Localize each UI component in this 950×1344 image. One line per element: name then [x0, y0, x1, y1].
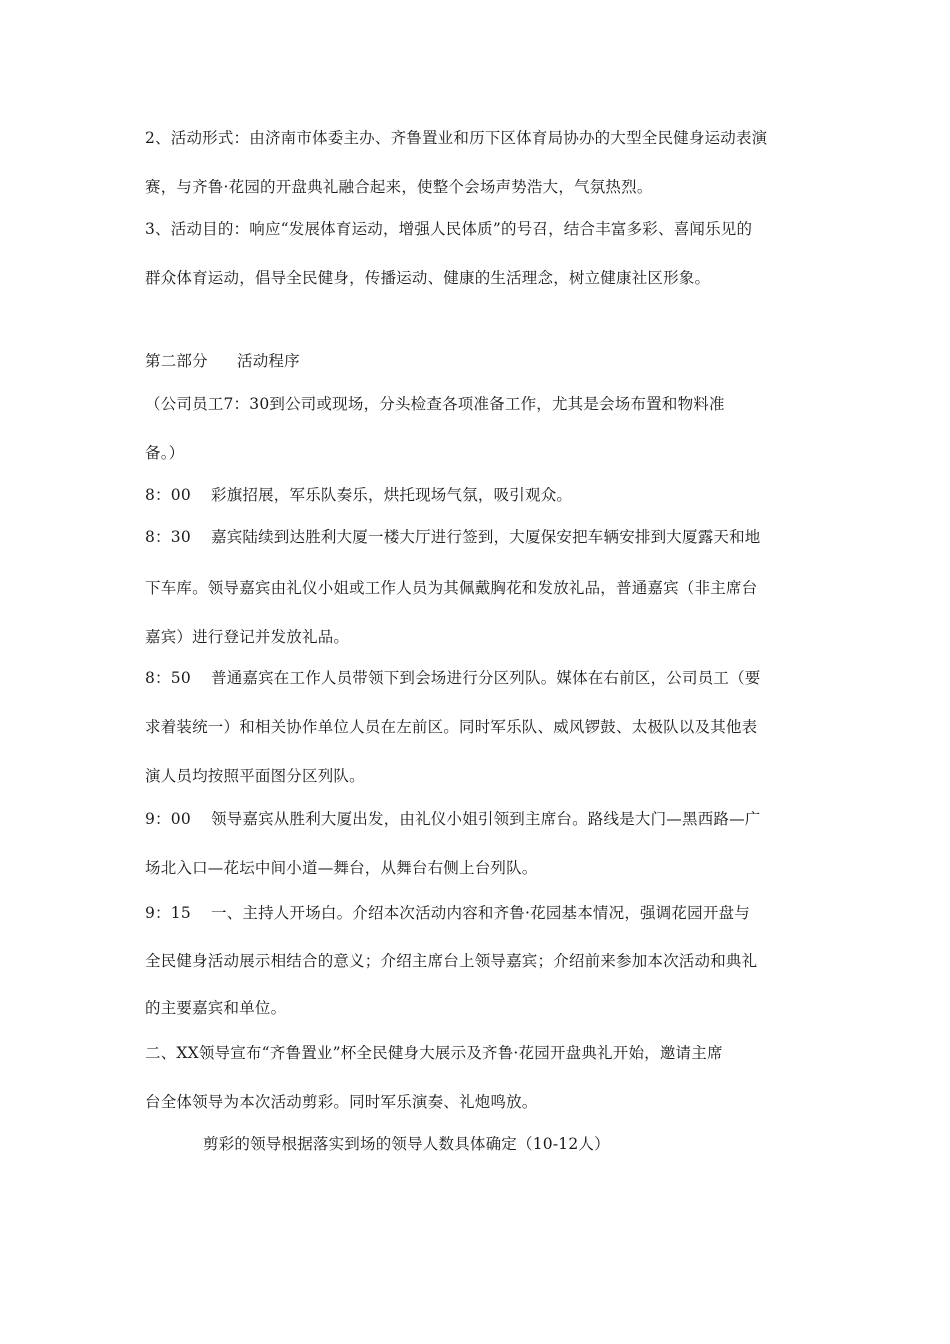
- item-two-line-2: 台全体领导为本次活动剪彩。同时军乐演奏、礼炮鸣放。: [145, 1093, 538, 1111]
- schedule-0800: [145, 485, 572, 505]
- schedule-0915: [145, 903, 750, 923]
- paragraph-activity-purpose-line-1: 3、活动目的：响应“发展体育运动，增强人民体质”的号召，结合丰富多彩、喜闻乐见的: [145, 220, 753, 238]
- staff-note-line-2: 备。）: [145, 444, 185, 462]
- ribbon-cutting-note: 剪彩的领导根据落实到场的领导人数具体确定（10-12人）: [203, 1135, 610, 1153]
- section-heading: [145, 351, 300, 371]
- schedule-time: 9：15: [145, 904, 191, 922]
- paragraph-activity-form-line-2: 赛，与齐鲁·花园的开盘典礼融合起来，使整个会场声势浩大，气氛热烈。: [145, 178, 653, 196]
- schedule-0915-line-2: 全民健身活动展示相结合的意义；介绍主席台上领导嘉宾；介绍前来参加本次活动和典礼: [145, 952, 758, 970]
- schedule-0900: [145, 809, 761, 829]
- schedule-0830-line-2: 下车库。领导嘉宾由礼仪小姐或工作人员为其佩戴胸花和发放礼品，普通嘉宾（非主席台: [145, 579, 758, 597]
- schedule-0850-line-2: 求着装统一）和相关协作单位人员在左前区。同时军乐队、威风锣鼓、太极队以及其他表: [145, 718, 758, 736]
- staff-note-line-1: （公司员工7：30到公司或现场，分头检查各项准备工作，尤其是会场布置和物料准: [145, 395, 725, 413]
- section-number: 第二部分: [145, 352, 208, 370]
- schedule-0900-line-2: 场北入口—花坛中间小道—舞台，从舞台右侧上台列队。: [145, 859, 538, 877]
- schedule-0830: [145, 527, 761, 547]
- schedule-time: 9：00: [145, 810, 191, 828]
- schedule-text: 普通嘉宾在工作人员带领下到会场进行分区列队。媒体在右前区，公司员工（要: [211, 669, 761, 687]
- schedule-text: 彩旗招展，军乐队奏乐，烘托现场气氛，吸引观众。: [211, 486, 573, 504]
- section-title: 活动程序: [237, 352, 300, 370]
- schedule-0915-line-3: 的主要嘉宾和单位。: [145, 999, 287, 1017]
- paragraph-activity-form-line-1: 2、活动形式：由济南市体委主办、齐鲁置业和历下区体育局协办的大型全民健身运动表演: [145, 129, 768, 147]
- schedule-text: 嘉宾陆续到达胜利大厦一楼大厅进行签到，大厦保安把车辆安排到大厦露天和地: [211, 528, 761, 546]
- schedule-time: 8：30: [145, 528, 191, 546]
- schedule-0850-line-3: 演人员均按照平面图分区列队。: [145, 767, 365, 785]
- paragraph-activity-purpose-line-2: 群众体育运动，倡导全民健身，传播运动、健康的生活理念，树立健康社区形象。: [145, 269, 711, 287]
- schedule-0830-line-3: 嘉宾）进行登记并发放礼品。: [145, 628, 350, 646]
- item-two-line-1: 二、XX领导宣布“齐鲁置业”杯全民健身大展示及齐鲁·花园开盘典礼开始，邀请主席: [145, 1044, 723, 1062]
- schedule-time: 8：50: [145, 669, 191, 687]
- schedule-time: 8：00: [145, 486, 191, 504]
- schedule-text: 一、主持人开场白。介绍本次活动内容和齐鲁·花园基本情况，强调花园开盘与: [211, 904, 750, 922]
- schedule-text: 领导嘉宾从胜利大厦出发，由礼仪小姐引领到主席台。路线是大门—黑西路—广: [211, 810, 761, 828]
- schedule-0850: [145, 668, 761, 688]
